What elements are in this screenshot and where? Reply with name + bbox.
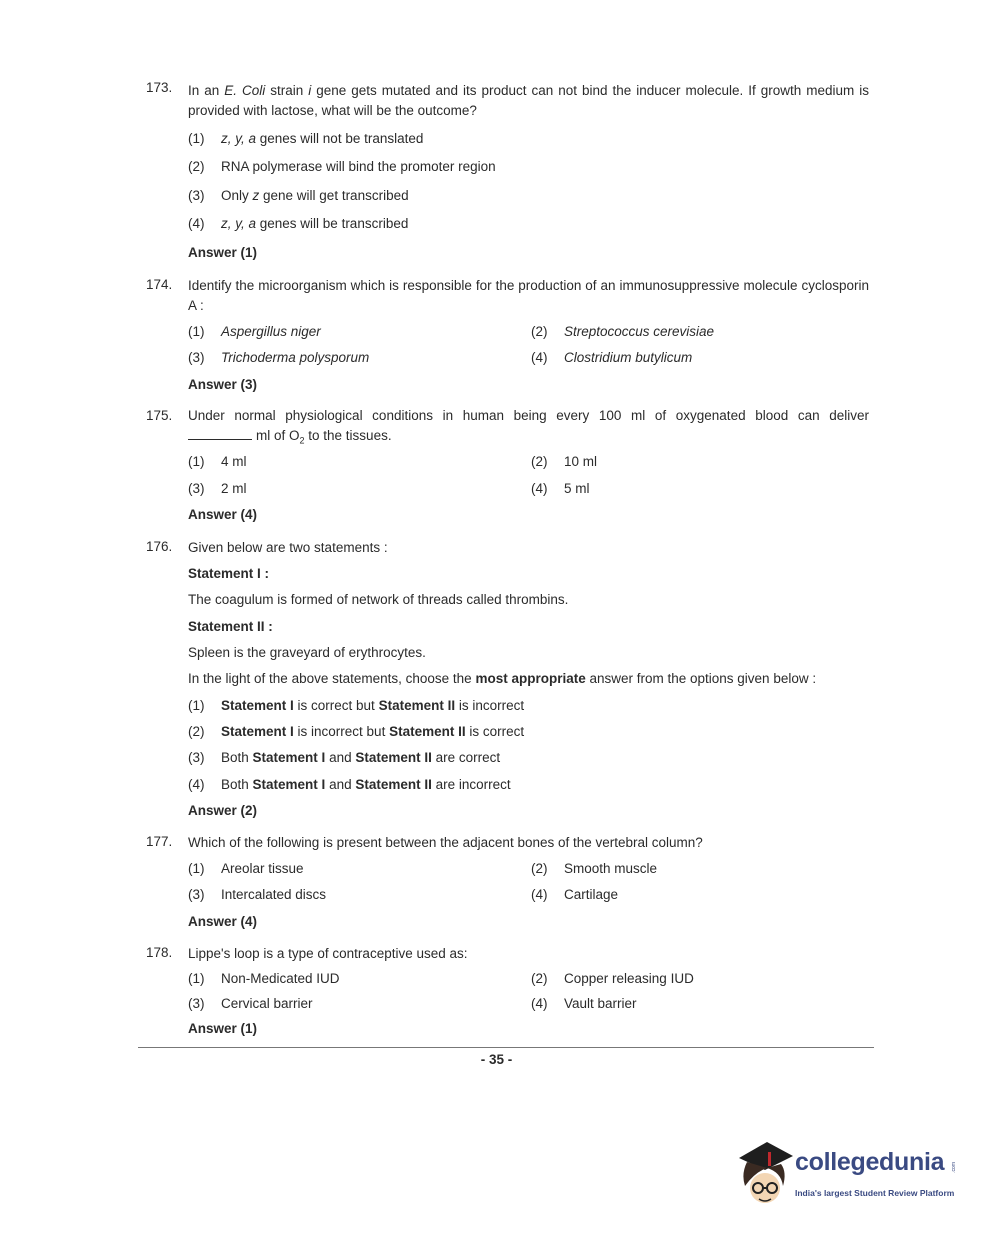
question-number: 174. <box>146 277 173 292</box>
option-4: (4) z, y, a genes will be transcribed <box>188 216 409 231</box>
option-1: (1) z, y, a genes will not be translated <box>188 131 424 146</box>
question-number: 177. <box>146 834 173 849</box>
footer-divider <box>138 1047 874 1048</box>
question-number: 175. <box>146 408 173 423</box>
option-1: (1) Areolar tissue <box>188 861 304 876</box>
brand-suffix: .com <box>951 1162 957 1173</box>
question-text: Which of the following is present between the adjacent bones of the vertebral column? <box>188 835 703 850</box>
option-4: (4) Cartilage <box>531 887 619 902</box>
question-text: In an E. Coli strain i gene gets mutated and its product can not bind the inducer molecule. If growth medium is provided with lactose, what will be the outcome? <box>188 83 870 118</box>
option-1: (1) Statement I is correct but Statement II is incorrect <box>188 698 525 713</box>
option-1: (1) Aspergillus niger <box>188 324 321 339</box>
answer: Answer (1) <box>188 1021 258 1036</box>
brand-tagline: India's largest Student Review Platform <box>795 1188 955 1198</box>
option-4: (4) 5 ml <box>531 481 590 496</box>
statement-2-text: Spleen is the graveyard of erythrocytes. <box>188 645 426 660</box>
option-4: (4) Vault barrier <box>531 996 637 1011</box>
option-2: (2) Smooth muscle <box>531 861 658 876</box>
instruction: In the light of the above statements, choose the most appropriate answer from the options given below : <box>188 671 817 686</box>
question-text: Lippe's loop is a type of contraceptive used as: <box>188 946 468 961</box>
option-3: (3) Only z gene will get transcribed <box>188 188 409 203</box>
answer: Answer (1) <box>188 245 258 260</box>
question-text-line1: Under normal physiological conditions in human being every 100 ml of oxygenated blood can deliver <box>188 408 869 423</box>
answer: Answer (2) <box>188 803 258 818</box>
statement-1-text: The coagulum is formed of network of threads called thrombins. <box>188 592 569 607</box>
answer: Answer (3) <box>188 377 258 392</box>
option-3: (3) Trichoderma polysporum <box>188 350 370 365</box>
question-number: 178. <box>146 945 173 960</box>
brand-name: collegedunia <box>795 1148 945 1176</box>
statement-2-label: Statement II : <box>188 619 273 634</box>
page-number: - 35 - <box>480 1052 513 1067</box>
option-1: (1) Non-Medicated IUD <box>188 971 340 986</box>
option-3: (3) 2 ml <box>188 481 247 496</box>
collegedunia-logo <box>737 1138 967 1210</box>
option-2: (2) 10 ml <box>531 454 598 469</box>
option-2: (2) Streptococcus cerevisiae <box>531 324 715 339</box>
option-2: (2) Statement I is incorrect but Statement II is correct <box>188 724 525 739</box>
statement-1-label: Statement I : <box>188 566 270 581</box>
option-3: (3) Intercalated discs <box>188 887 327 902</box>
option-1: (1) 4 ml <box>188 454 247 469</box>
option-2: (2) RNA polymerase will bind the promoter region <box>188 159 496 174</box>
option-3: (3) Both Statement I and Statement II are correct <box>188 750 501 765</box>
question-number: 176. <box>146 539 173 554</box>
question-intro: Given below are two statements : <box>188 540 388 555</box>
answer-blank <box>188 439 252 440</box>
question-text-line2: ml of $O_2$ to the tissues. <box>188 428 392 446</box>
option-4: (4) Clostridium butylicum <box>531 350 693 365</box>
mascot-graduate-icon <box>737 1138 793 1208</box>
option-4: (4) Both Statement I and Statement II are incorrect <box>188 777 511 792</box>
option-2: (2) Copper releasing IUD <box>531 971 694 986</box>
answer: Answer (4) <box>188 507 258 522</box>
answer: Answer (4) <box>188 914 258 929</box>
question-text: Identify the microorganism which is responsible for the production of an immunosuppressive molecule cyclosporin A : <box>188 278 869 313</box>
option-3: (3) Cervical barrier <box>188 996 313 1011</box>
question-number: 173. <box>146 80 173 95</box>
